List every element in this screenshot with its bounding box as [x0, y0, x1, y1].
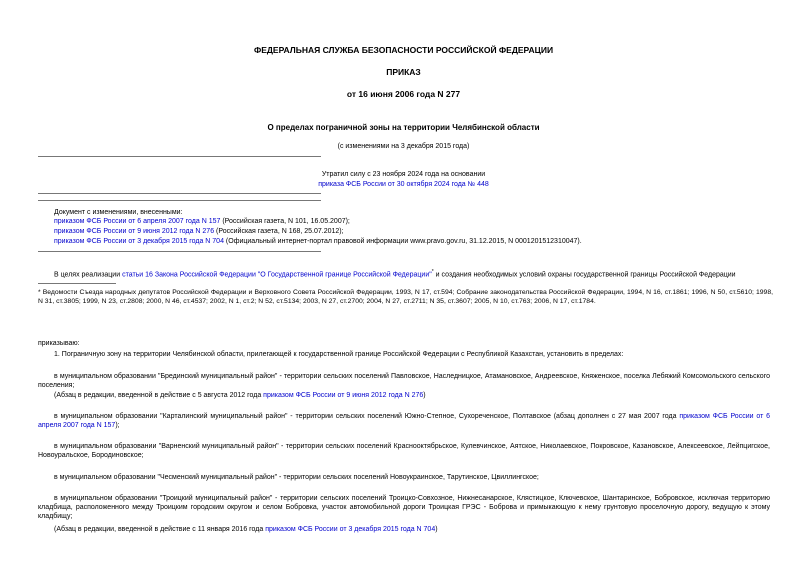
varna-paragraph — [38, 442, 770, 460]
amendment-source: (Российская газета, N 101, 16.05.2007); — [220, 218, 350, 225]
kartaly-tail: ); — [115, 422, 120, 429]
agency-heading: ФЕДЕРАЛЬНАЯ СЛУЖБА БЕЗОПАСНОСТИ РОССИЙСКОЙ ФЕДЕРАЦИИ — [253, 45, 554, 55]
bredy-paragraph — [38, 372, 770, 390]
chesma-paragraph: в муниципальном образовании "Чесменский муниципальный район" - территории сельских поселений Новоукраинское, Тарутинское, Цвиллингское; — [54, 474, 539, 481]
troitsk-paragraph — [38, 494, 770, 521]
divider — [38, 156, 321, 157]
varna-text: в муниципальном образовании "Варненский муниципальный район" - территории сельских поселений Краснооктябрьское, Кулевчинское, Аятское, Николаевское, Покровское, Казановское, Алексеевское, Лейпцигское, Новоуральское, Бородиновское; — [38, 443, 770, 459]
amendment-item — [54, 217, 350, 226]
amendment-source: (Российская газета, N 168, 25.07.2012); — [214, 228, 344, 235]
lost-force-link[interactable]: приказа ФСБ России от 30 октября 2024 года № 448 — [318, 181, 489, 188]
kartaly-text: в муниципальном образовании "Карталинский муниципальный район" - территории сельских поселений Южно-Степное, Сухореченское, Полтавское (абзац дополнен с 27 мая 2007 года — [54, 413, 680, 420]
footnote-marker: * — [431, 269, 434, 275]
amendment-link[interactable]: приказом ФСБ России от 3 декабря 2015 года N 704 — [54, 238, 224, 245]
date-number-heading: от 16 июня 2006 года N 277 — [346, 89, 461, 99]
troitsk-note-link[interactable]: приказом ФСБ России от 3 декабря 2015 года N 704 — [265, 526, 436, 533]
amendment-link[interactable]: приказом ФСБ России от 6 апреля 2007 года N 157 — [54, 218, 221, 225]
paragraph-1: 1. Пограничную зону на территории Челябинской области, прилегающей к государственной границе Российской Федерации с Республикой Казахстан, установить в пределах: — [54, 351, 624, 358]
note-lead: (Абзац в редакции, введенной в действие с 5 августа 2012 года — [54, 392, 264, 399]
bredy-note-link[interactable]: приказом ФСБ России от 9 июня 2012 года N 276 — [263, 392, 424, 399]
troitsk-note — [54, 525, 438, 534]
kartaly-link[interactable]: приказом ФСБ России от 6 апреля 2007 года N 157 — [38, 413, 771, 429]
amendment-link[interactable]: приказом ФСБ России от 9 июня 2012 года N 276 — [54, 228, 215, 235]
amendment-item — [54, 227, 344, 236]
prikazyvayu: приказываю: — [38, 340, 80, 347]
troitsk-text: в муниципальном образовании "Троицкий муниципальный район" - территории сельских поселений Троицко-Совхозное, Нижнесанарское, Клястицкое, Ключевское, Шантаринское, Бобровское, исключая территорию кладбища, расположенного между Троицким городским округом и селом Бобровка, участок автомобильной дороги Троицкая ГРЭС - Боброва и примыкающую к нему грунтовую проселочную дорогу, ведущую к этому кладбищу; — [38, 495, 770, 520]
law-link[interactable]: статьи 16 Закона Российской Федерации "О Государственной границе Российской Федерации" — [122, 271, 432, 279]
doc-type-heading: ПРИКАЗ — [386, 67, 421, 77]
amendment-item — [54, 237, 582, 246]
amendment-source: (Официальный интернет-портал правовой информации www.pravo.gov.ru, 31.12.2015, N 0001201512310047). — [223, 238, 582, 245]
preamble-rest: и создания необходимых условий охраны государственной границы Российской Федерации — [433, 271, 736, 279]
note-tail: ) — [423, 392, 426, 399]
divider — [38, 193, 321, 194]
preamble — [54, 268, 736, 279]
divider — [38, 251, 321, 252]
footnote-text: * Ведомости Съезда народных депутатов Российской Федерации и Верховного Совета Российской Федерации, 1993, N 17, ст.594; Собрание законодательства Российской Федерации, 1994, N 16, ст.1861; 1996, N 50, ст.5610; 1998, N 31, ст.3805; 1999, N 23, ст.2808; 2000, N 46, ст.4537; 2002, N 1, ст.2; N 52, ст.5134; 2003, N 27, ст.2700; 2004, N 27, ст.2711; N 35, ст.3607; 2005, N 10, ст.763; 2006, N 17, ст.1784. — [38, 289, 773, 305]
document-title: О пределах пограничной зоны на территории Челябинской области — [267, 123, 540, 132]
amended-note: (с изменениями на 3 декабря 2015 года) — [337, 143, 470, 150]
note-lead: (Абзац в редакции, введенной в действие с 11 января 2016 года — [54, 526, 266, 533]
bredy-text: в муниципальном образовании "Брединский муниципальный район" - территории сельских поселений Павловское, Наследницкое, Атамановское, Андреевское, Княженское, поселка Лебяжий Комсомольского сельского поселения; — [38, 373, 770, 389]
bredy-note — [54, 391, 426, 400]
kartaly-paragraph — [38, 412, 770, 430]
note-tail: ) — [435, 526, 438, 533]
footnote-divider — [38, 283, 116, 284]
preamble-lead: В целях реализации — [54, 271, 123, 279]
lost-force-link-row — [0, 180, 807, 189]
lost-force-text: Утратил силу с 23 ноября 2024 года на основании — [321, 171, 486, 178]
amendments-intro: Документ с изменениями, внесенными: — [54, 209, 183, 216]
divider — [38, 200, 321, 201]
